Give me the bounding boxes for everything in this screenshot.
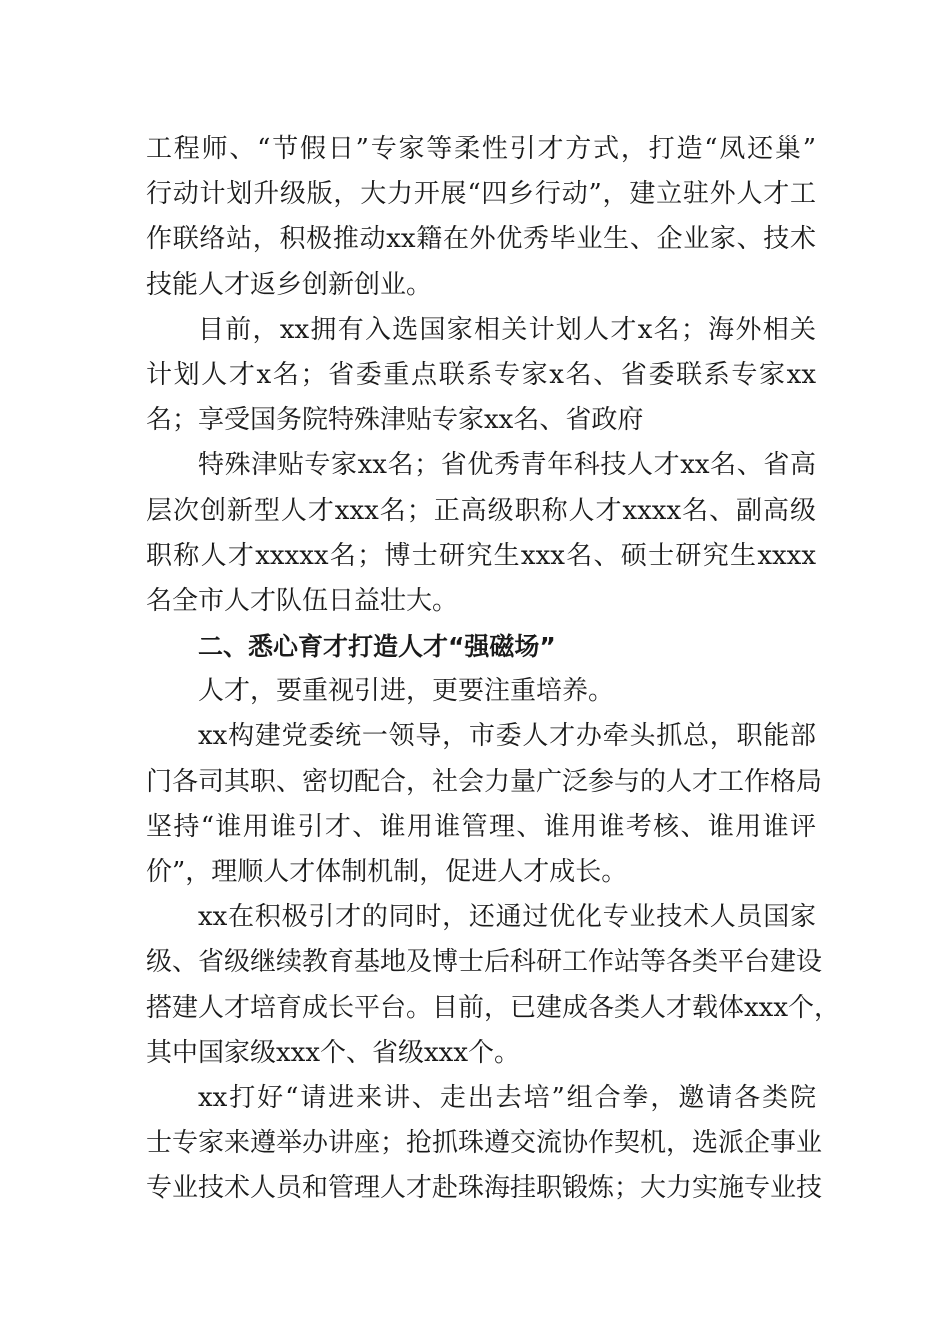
paragraph-line: 名全市人才队伍日益壮大。: [146, 585, 459, 616]
document-body: [146, 127, 840, 1212]
paragraph-line: 作联络站，积极推动xx籍在外优秀毕业生、企业家、技术: [146, 224, 816, 255]
paragraph-line: 特殊津贴专家xx名；省优秀青年科技人才xx名、省高: [198, 450, 816, 481]
paragraph-line: xx打好“请进来讲、走出去培”组合拳，邀请各类院: [198, 1082, 816, 1113]
paragraph-line: 人才，要重视引进，更要注重培养。: [198, 676, 615, 707]
paragraph-line: xx在积极引才的同时，还通过优化专业技术人员国家: [198, 902, 816, 933]
paragraph-line: 工程师、“节假日”专家等柔性引才方式，打造“凤还巢”: [146, 134, 816, 164]
paragraph-line: 计划人才x名；省委重点联系专家x名、省委联系专家xx: [146, 359, 816, 390]
paragraph-line: 级、省级继续教育基地及博士后科研工作站等各类平台建设: [146, 947, 823, 978]
paragraph-line: 目前，xx拥有入选国家相关计划人才x名；海外相关: [198, 314, 816, 345]
paragraph-line: 坚持“谁用谁引才、谁用谁管理、谁用谁考核、谁用谁评: [146, 811, 816, 842]
paragraph-line: 名；享受国务院特殊津贴专家xx名、省政府: [146, 405, 644, 436]
paragraph-line: 士专家来遵举办讲座；抢抓珠遵交流协作契机，选派企事业: [146, 1128, 823, 1159]
paragraph-line: 价”，理顺人才体制机制，促进人才成长。: [146, 857, 628, 887]
paragraph-line: 搭建人才培育成长平台。目前，已建成各类人才载体xxx个，: [146, 992, 840, 1023]
paragraph-line: 行动计划升级版，大力开展“四乡行动”，建立驻外人才工: [146, 179, 816, 210]
paragraph-line: 专业技术人员和管理人才赴珠海挂职锻炼；大力实施专业技: [146, 1173, 823, 1204]
paragraph-line: 技能人才返乡创新创业。: [146, 269, 433, 300]
paragraph-line: xx构建党委统一领导，市委人才办牵头抓总，职能部: [198, 721, 816, 752]
paragraph-line: 门各司其职、密切配合，社会力量广泛参与的人才工作格局: [146, 766, 823, 797]
paragraph-line: 职称人才xxxxx名；博士研究生xxx名、硕士研究生xxxx: [146, 540, 816, 571]
paragraph-line: 其中国家级xxx个、省级xxx个。: [146, 1037, 520, 1068]
paragraph-line: 层次创新型人才xxx名；正高级职称人才xxxx名、副高级: [146, 495, 816, 526]
section-heading: 二、悉心育才打造人才“强磁场”: [198, 632, 556, 662]
